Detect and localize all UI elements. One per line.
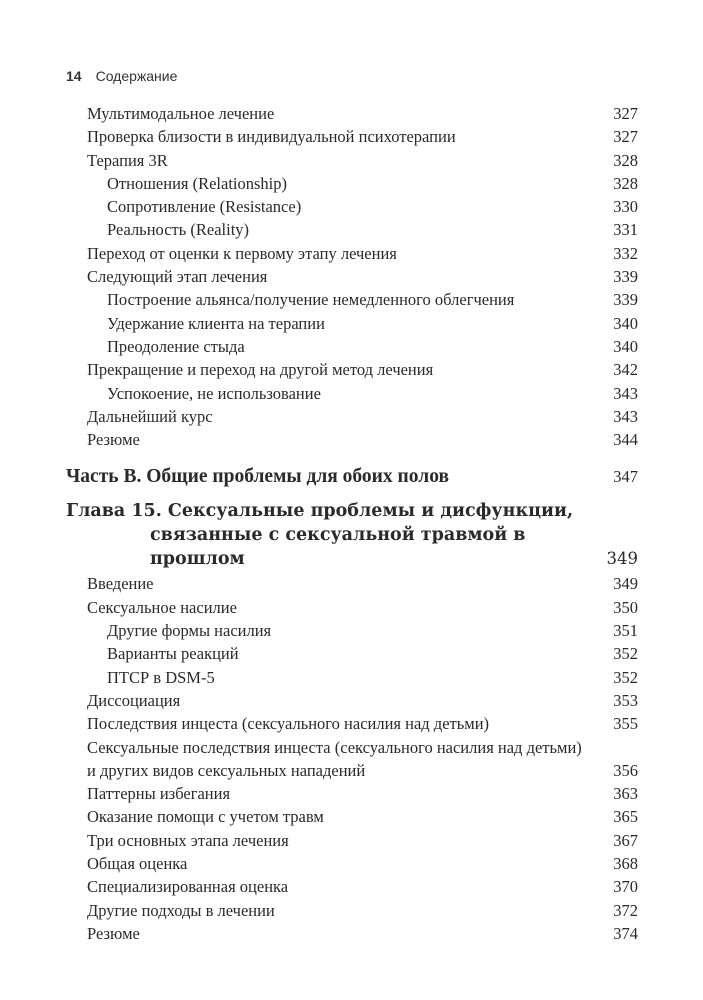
toc-entry-page: 355 xyxy=(613,714,638,734)
toc-entry-page: 344 xyxy=(613,430,638,450)
toc-entry xyxy=(66,596,638,619)
toc-entry-page: 340 xyxy=(613,313,638,333)
toc-entry-page: 340 xyxy=(613,336,638,356)
toc-entry-title: Резюме xyxy=(87,430,140,450)
toc-entry xyxy=(66,666,638,689)
toc-entry xyxy=(66,736,638,783)
toc-entry-title: Введение xyxy=(87,574,154,594)
toc-entry-title: Сексуальные последствия инцеста (сексуального насилия над детьми) и других видов сексуальных нападений xyxy=(87,737,582,780)
toc-entry-page: 331 xyxy=(613,220,638,240)
toc-entry-title: Построение альянса/получение немедленного облегчения xyxy=(107,290,515,310)
table-of-contents xyxy=(66,102,638,945)
toc-entry xyxy=(66,922,638,945)
chapter-title-line1: Глава 15. Сексуальные проблемы и дисфункции, xyxy=(66,501,574,522)
toc-entry xyxy=(66,428,638,451)
toc-entry xyxy=(66,195,638,218)
toc-entry-page: 332 xyxy=(613,243,638,263)
toc-entry xyxy=(66,619,638,642)
toc-entry-page: 374 xyxy=(613,923,638,943)
chapter-page: 349 xyxy=(606,549,638,569)
toc-entry xyxy=(66,875,638,898)
toc-entry xyxy=(66,382,638,405)
toc-entry-title: Специализированная оценка xyxy=(87,877,289,897)
section-title: Содержание xyxy=(95,68,178,84)
toc-entry-title: Дальнейший курс xyxy=(87,406,213,426)
toc-entry-page: 350 xyxy=(613,597,638,617)
page-number: 14 xyxy=(66,68,82,84)
toc-entry-title: Общая оценка xyxy=(87,854,188,874)
toc-entry-title: Следующий этап лечения xyxy=(87,267,268,287)
toc-entry xyxy=(66,125,638,148)
toc-entry-title: ПТСР в DSM-5 xyxy=(107,667,215,687)
toc-entry xyxy=(66,102,638,125)
toc-entry-page: 365 xyxy=(613,807,638,827)
toc-entry xyxy=(66,218,638,241)
toc-entry xyxy=(66,899,638,922)
toc-entry-page: 349 xyxy=(613,574,638,594)
toc-entry-page: 327 xyxy=(613,127,638,147)
toc-entry-page: 363 xyxy=(613,784,638,804)
toc-entry xyxy=(66,312,638,335)
toc-entry-title: Варианты реакций xyxy=(107,644,239,664)
toc-entry-title: Три основных этапа лечения xyxy=(87,830,289,850)
toc-entry xyxy=(66,358,638,381)
toc-entry-title: Успокоение, не использование xyxy=(107,383,321,403)
toc-entry xyxy=(66,149,638,172)
toc-entry-page: 370 xyxy=(613,877,638,897)
toc-entry-title: Диссоциация xyxy=(87,690,181,710)
toc-entry-title: Удержание клиента на терапии xyxy=(107,313,325,333)
toc-entry xyxy=(66,689,638,712)
toc-entry-page: 351 xyxy=(613,621,638,641)
toc-entry-page: 339 xyxy=(613,290,638,310)
toc-entry xyxy=(66,829,638,852)
running-head xyxy=(66,66,177,86)
toc-section-bottom xyxy=(66,572,638,945)
part-title: Часть В. Общие проблемы для обоих полов xyxy=(66,466,450,488)
toc-entry xyxy=(66,642,638,665)
toc-entry-title: Оказание помощи с учетом травм xyxy=(87,807,324,827)
chapter-heading xyxy=(66,499,638,571)
toc-entry xyxy=(66,852,638,875)
toc-entry-page: 372 xyxy=(613,900,638,920)
toc-entry-page: 327 xyxy=(613,104,638,123)
toc-entry-title: Сопротивление (Resistance) xyxy=(107,197,302,217)
toc-entry-page: 352 xyxy=(613,644,638,664)
toc-entry-page: 343 xyxy=(613,383,638,403)
toc-entry-page: 343 xyxy=(613,406,638,426)
toc-entry-page: 368 xyxy=(613,854,638,874)
toc-entry-title: Паттерны избегания xyxy=(87,784,231,804)
toc-entry-page: 356 xyxy=(613,760,638,780)
toc-entry-title: Реальность (Reality) xyxy=(107,220,250,240)
toc-entry xyxy=(66,572,638,595)
toc-entry-title: Прекращение и переход на другой метод лечения xyxy=(87,360,434,380)
toc-entry-title: Проверка близости в индивидуальной психотерапии xyxy=(87,127,456,147)
toc-entry xyxy=(66,172,638,195)
toc-entry-page: 328 xyxy=(613,150,638,170)
toc-entry-title: Другие подходы в лечении xyxy=(87,900,275,920)
toc-entry xyxy=(66,288,638,311)
chapter-title-line2: связанные с сексуальной травмой в прошлом xyxy=(150,525,526,570)
toc-entry-title: Последствия инцеста (сексуального насилия над детьми) xyxy=(87,714,490,734)
toc-entry-page: 328 xyxy=(613,173,638,193)
toc-entry-title: Сексуальное насилие xyxy=(87,597,237,617)
toc-entry-title: Другие формы насилия xyxy=(107,621,272,641)
toc-entry-page: 339 xyxy=(613,267,638,287)
toc-entry-title: Мультимодальное лечение xyxy=(87,104,275,123)
part-page: 347 xyxy=(613,467,638,487)
toc-section-top xyxy=(66,102,638,451)
toc-entry-page: 367 xyxy=(613,830,638,850)
toc-entry-page: 352 xyxy=(613,667,638,687)
toc-entry-title: Преодоление стыда xyxy=(107,336,245,356)
toc-entry-page: 342 xyxy=(613,360,638,380)
toc-entry-title: Переход от оценки к первому этапу лечения xyxy=(87,243,397,263)
toc-entry xyxy=(66,265,638,288)
toc-entry xyxy=(66,335,638,358)
toc-entry xyxy=(66,805,638,828)
toc-entry-title: Резюме xyxy=(87,923,140,943)
part-heading xyxy=(66,465,638,489)
toc-entry xyxy=(66,712,638,735)
toc-entry xyxy=(66,782,638,805)
toc-entry-title: Терапия 3R xyxy=(87,150,168,170)
toc-entry-title: Отношения (Relationship) xyxy=(107,173,288,193)
toc-entry xyxy=(66,405,638,428)
toc-entry xyxy=(66,242,638,265)
toc-entry-page: 353 xyxy=(613,690,638,710)
toc-entry-page: 330 xyxy=(613,197,638,217)
